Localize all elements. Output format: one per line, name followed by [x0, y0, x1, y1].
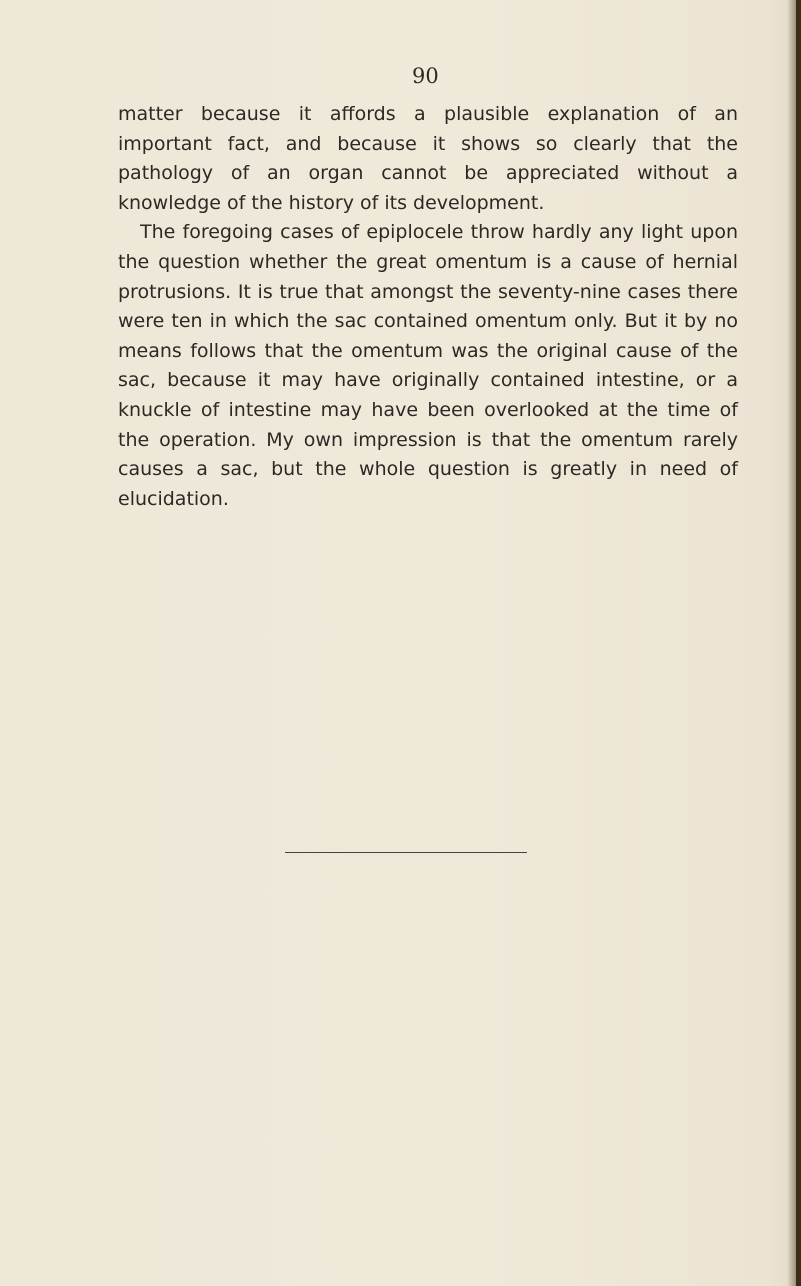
- paragraph-continuation: matter because it affords a plausible explanation of an important fact, and because it shows so clearly that the pathology of an organ cannot be appreciated without a knowledge of the history of its development.: [118, 103, 738, 214]
- section-end-rule: [285, 852, 527, 853]
- page-number: 90: [412, 64, 439, 88]
- binding-edge: [796, 0, 801, 1286]
- paragraph-epiplocele: The foregoing cases of epiplocele throw hardly any light upon the question whether the great omentum is a cause of hernial protrusions. It is true that amongst the seventy-nine cases there were ten in which the sac contained omentum only. But it by no means follows that the omentum was the original cause of the sac, because it may have originally contained intestine, or a knuckle of intestine may have been overlooked at the time of the operation. My own impression is that the omentum rarely causes a sac, but the whole question is greatly in need of elucidation.: [118, 221, 738, 510]
- body-text: [118, 100, 738, 514]
